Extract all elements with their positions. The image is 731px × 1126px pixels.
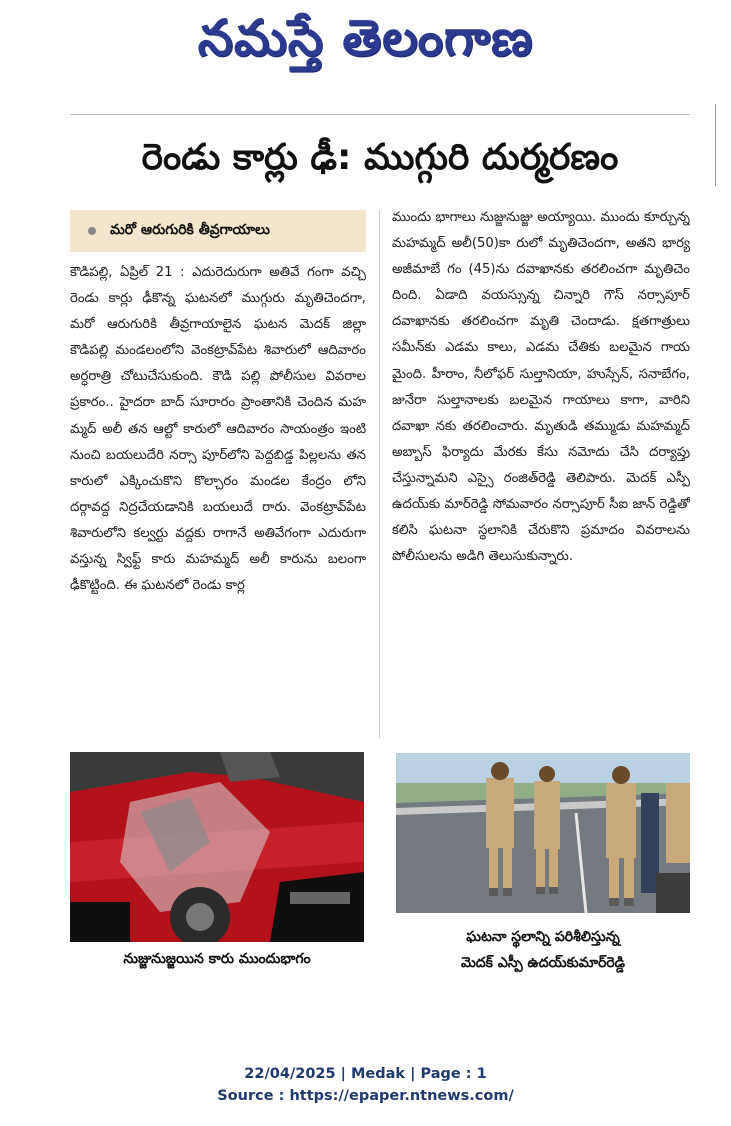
left-photo-caption: నుజ్జునుజ్జయిన కారు ముందుభాగం — [123, 951, 311, 967]
article-headline: రెండు కార్లు ఢీ: ముగ్గురి దుర్మరణం — [141, 137, 619, 178]
police-officers-photo — [396, 753, 690, 913]
right-photo-caption — [396, 924, 690, 976]
column-divider — [379, 210, 380, 738]
footer-source-line: Source : https://epaper.ntnews.com/ — [217, 1088, 514, 1104]
article-body-left-column: కౌడిపల్లి, ఏప్రిల్ 21 : ఎదురెదురుగా అతివే గంగా వచ్చి రెండు కార్లు ఢీకొన్న ఘటనలో ముగ్గురు మృతిచెందగా, మరో ఆరుగురికి తీవ్రగాయాలైన ఘటన మెదక్ జిల్లా కౌడిపల్లి మండలంలోని వెంకట్రావ్‌పేట శివారులో ఆదివారం అర్ధరాత్రి చోటుచేసుకుంది. కౌడి పల్లి పోలీసుల వివరాల ప్రకారం.. హైదరా బాద్ సూరారం ప్రాంతానికి చెందిన మహ మ్మద్ అలీ తన ఆల్టో కారులో ఆదివారం సాయంత్రం ఇంటి నుంచి బయలుదేరి నర్సా పూర్‌లోని పెద్దబిడ్డ పిల్లలను తన కారులో ఎక్కించుకొని కొల్చారం మండల కేంద్రం లోని దర్గావద్ద నిద్రచేయడానికి బయలుదే రారు. వెంకట్రావ్‌పేట శివారులోని కల్వర్టు వద్దకు రాగానే అతివేగంగా ఎదురుగా వస్తున్న స్విఫ్ట్ కారు మహమ్మద్ అలీ కారును బలంగా ఢీకొట్టింది. ఈ ఘటనలో రెండు కార్ల — [70, 265, 366, 594]
masthead — [0, 4, 731, 84]
crashed-car-photo — [70, 752, 364, 942]
page-edge-rule — [715, 104, 716, 186]
crashed-car-illustration — [70, 752, 364, 942]
article-body-right-column: ముందు భాగాలు నుజ్జునుజ్జు అయ్యాయి. ముందు కూర్చున్న మహమ్మద్ అలీ(50)కా రులో మృతిచెందగా, అతని భార్య అజీమాబే గం (45)ను దవాఖానకు తరలించగా మృతిచెం దింది. ఏడాది వయస్సున్న చిన్నారి గౌస్ నర్సాపూర్ దవాఖానకు తరలించగా మృతి చెందాడు. క్షతగాత్రులు సమీన్‌కు ఎడమ కాలు, ఎడమ చేతికు బలమైన గాయ మైంది. హీరాం, నీలోఫర్ సుల్తానియా, హుస్సేన్, సనాబేగం, జునేరా సుల్తానాలకు బలమైన గాయాలు కాగా, వారిని దవాఖా నకు తరలించారు. మృతుడి తమ్ముడు మహమ్మద్ అబ్బాస్ ఫిర్యాదు మేరకు కేసు నమోదు చేసి దర్యాప్తు చేస్తున్నామని ఎస్సై రంజిత్‌రెడ్డి తెలిపారు. మెదక్ ఎస్పీ ఉదయ్‌కు మార్‌రెడ్డి సోమవారం నర్సాపూర్ సీఐ జాన్ రెడ్డితో కలిసి ఘటనా స్థలానికి చేరుకొని ప్రమాదం వివరాలను పోలీసులను అడిగి తెలుసుకున్నారు. — [392, 210, 690, 565]
right-caption-line-2: మెదక్ ఎస్పీ ఉదయ్‌కుమార్‌రెడ్డి — [460, 955, 626, 971]
headline-top-rule — [70, 114, 690, 115]
footer-date-line: 22/04/2025 | Medak | Page : 1 — [244, 1066, 487, 1082]
police-inspection-illustration — [396, 753, 690, 913]
subhead-box — [70, 210, 366, 252]
bullet-icon — [88, 227, 96, 235]
right-caption-line-1: ఘటనా స్థలాన్ని పరిశీలిస్తున్న — [466, 929, 620, 945]
newspaper-logo: నమస్తే తెలంగాణ — [197, 8, 534, 67]
article-subhead: మరో ఆరుగురికి తీవ్రగాయాలు — [110, 221, 270, 238]
